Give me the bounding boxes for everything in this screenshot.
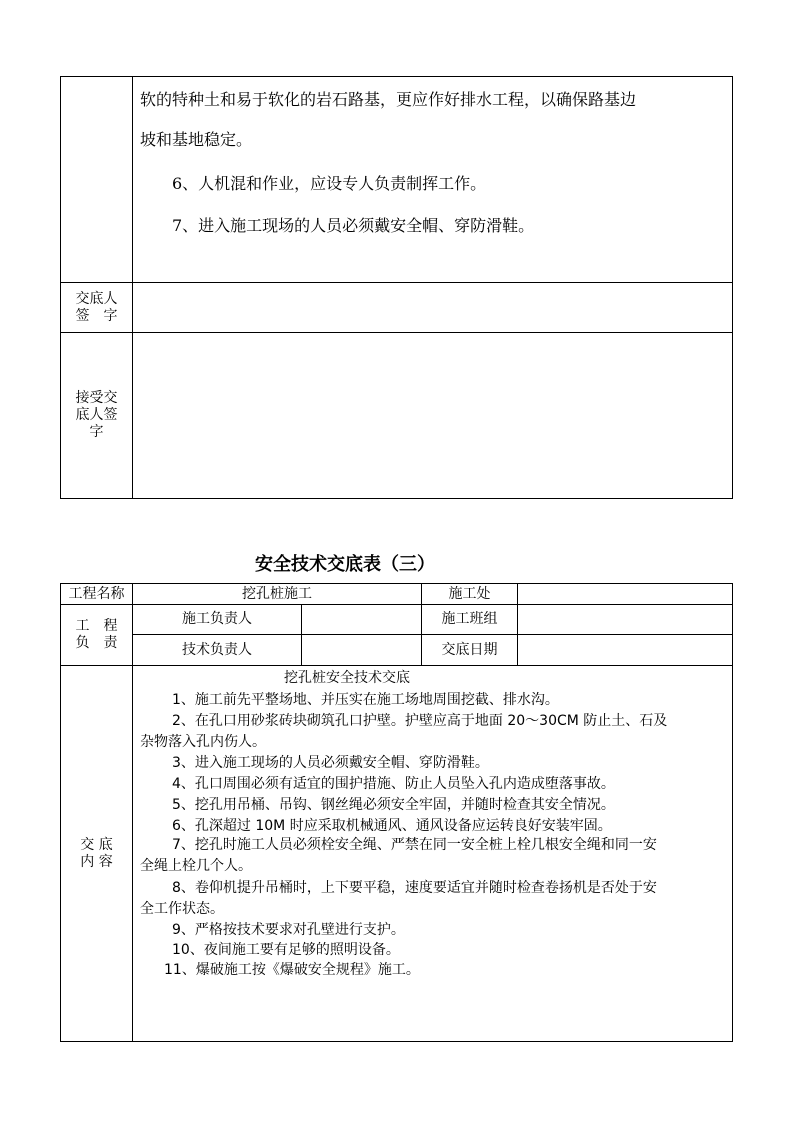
content-label-line-1: 交 底 <box>80 836 113 853</box>
date-field[interactable] <box>518 635 732 665</box>
content-line-14: 11、爆破施工按《爆破安全规程》施工。 <box>164 962 420 978</box>
jiaodi-sign-field[interactable] <box>133 283 732 332</box>
construction-leader-label: 施工负责人 <box>182 611 252 628</box>
content-line-6: 5、挖孔用吊桶、吊钩、钢丝绳必须安全牢固，并随时检查其安全情况。 <box>172 797 615 813</box>
table2-title: 安全技术交底表（三） <box>255 554 435 575</box>
project-name-label: 工程名称 <box>68 585 125 602</box>
tech-leader-field[interactable] <box>302 635 421 665</box>
tech-leader-label: 技术负责人 <box>182 641 252 658</box>
jiaodi-sign-label-line-2: 签 字 <box>75 307 118 324</box>
content-label-line-2: 内 容 <box>80 853 113 870</box>
content-title: 挖孔桩安全技术交底 <box>284 670 410 686</box>
content-label <box>61 666 132 1041</box>
content-line-5: 4、孔口周围必须有适宜的围护措施、防止人员坠入孔内造成堕落事故。 <box>172 776 615 792</box>
content-line-9: 全绳上栓几个人。 <box>140 858 252 874</box>
receiver-sign-label <box>61 333 132 498</box>
responsible-label <box>61 605 132 665</box>
responsible-label-line-1: 工 程 <box>75 618 118 635</box>
receiver-sign-field[interactable] <box>133 333 732 498</box>
receiver-sign-label-line-2: 底人签 <box>75 407 118 424</box>
content-line-12: 9、严格按技术要求对孔壁进行支护。 <box>172 922 405 938</box>
content-line-3: 杂物落入孔内伤人。 <box>140 734 266 750</box>
responsible-label-line-2: 负 责 <box>75 635 118 651</box>
date-label: 交底日期 <box>441 641 498 658</box>
construction-office-field[interactable] <box>518 584 732 604</box>
content-line-1: 1、施工前先平整场地、并压实在施工场地周围挖截、排水沟。 <box>172 692 559 708</box>
content-line-2: 2、在孔口用砂浆砖块砌筑孔口护壁。护壁应高于地面 20～30CM 防止土、石及 <box>172 713 668 729</box>
table2-row-divider-3 <box>60 665 733 666</box>
receiver-sign-label-line-1: 接受交 <box>75 390 118 407</box>
content-line-11: 全工作状态。 <box>140 901 224 917</box>
construction-leader-field[interactable] <box>302 605 421 634</box>
table1-content-line-4: 7、进入施工现场的人员必须戴安全帽、穿防滑鞋。 <box>172 216 535 235</box>
content-line-8: 7、挖孔时施工人员必须栓安全绳、严禁在同一安全桩上栓几根安全绳和同一安 <box>172 837 657 853</box>
construction-office-label: 施工处 <box>448 585 491 602</box>
content-line-10: 8、卷仰机提升吊桶时，上下要平稳，速度要适宜并随时检查卷扬机是否处于安 <box>172 880 657 896</box>
content-line-7: 6、孔深超过 10M 时应采取机械通风、通风设备应运转良好安装牢固。 <box>172 818 612 834</box>
receiver-sign-label-line-3: 字 <box>89 423 104 440</box>
jiaodi-sign-label <box>61 283 132 332</box>
team-label: 施工班组 <box>441 611 498 628</box>
table1-content-line-3: 6、人机混和作业，应设专人负责制挥工作。 <box>172 174 487 193</box>
table1-content-line-2: 坡和基地稳定。 <box>140 130 253 149</box>
project-name-value: 挖孔桩施工 <box>242 585 312 602</box>
table1-content-line-1: 软的特种土和易于软化的岩石路基，更应作好排水工程，以确保路基边 <box>140 90 637 109</box>
team-field[interactable] <box>518 605 732 634</box>
content-line-13: 10、夜间施工要有足够的照明设备。 <box>172 942 400 958</box>
jiaodi-sign-label-line-1: 交底人 <box>75 290 118 307</box>
content-line-4: 3、进入施工现场的人员必须戴安全帽、穿防滑鞋。 <box>172 755 489 771</box>
